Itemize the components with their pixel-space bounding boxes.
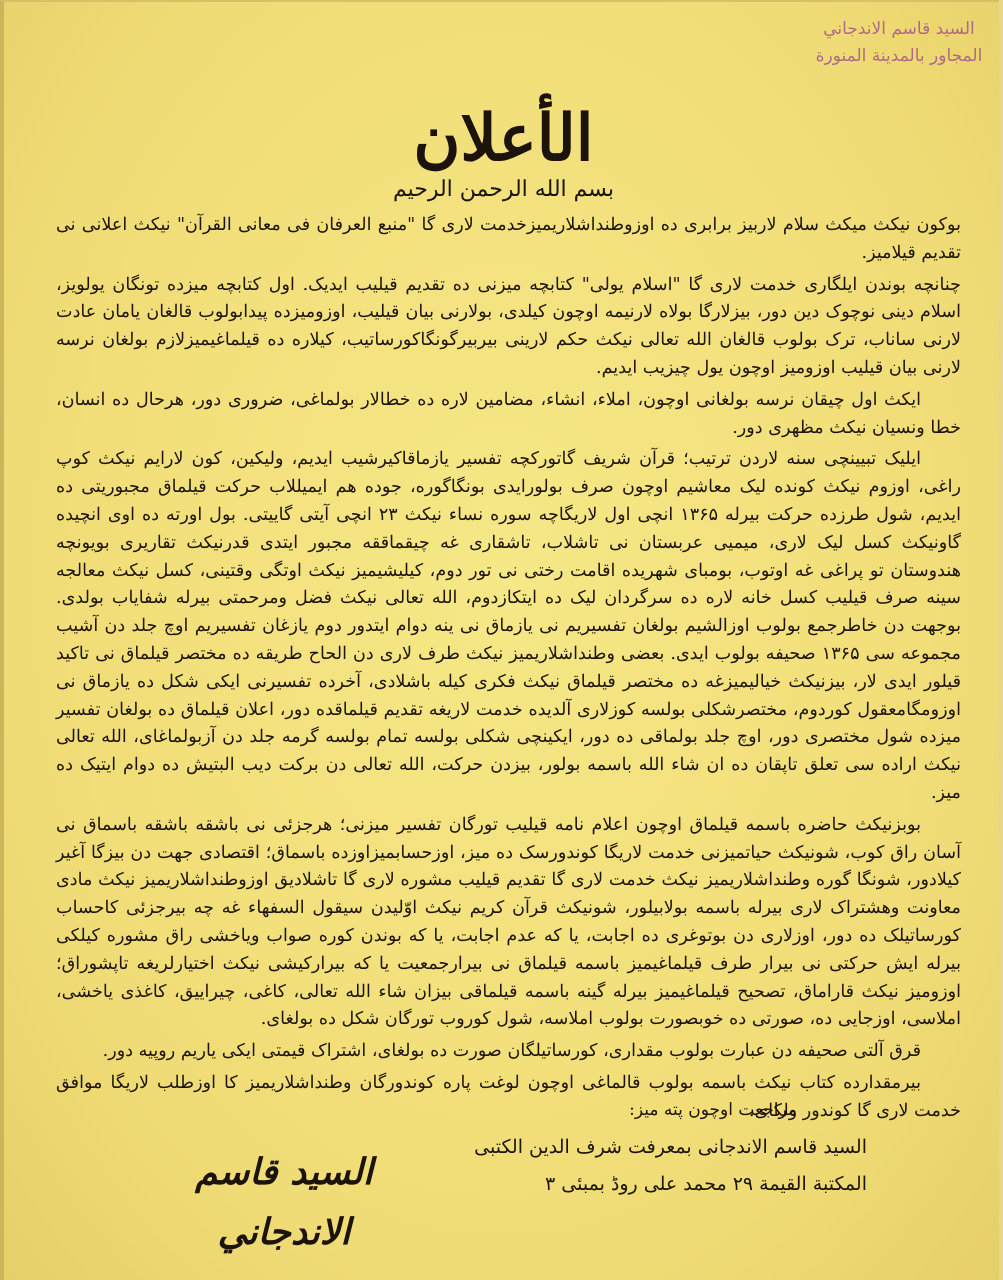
bismillah: بسم الله الرحمن الرحيم [392,177,615,202]
stamp-line-1: السيد قاسم الاندجاني [823,19,975,39]
paragraph-history: ایلیک تبیینچی سنه لاردن ترتیب؛ قرآن شریف گاتورکچه تفسیر یازماقاکیرشیب ایدیم، ولیکین، کون لارایم نیکث کوپ راغی، اوزوم نیکث کونده لیک معاشیم اوچون صرف بولورایدی بونگاگوره، جوده هم ایمیللاب حرکت قیلماق مجبوریتی ده ایدیم، شول طرزده حرکت بیرله ۱۳۶۵ انچی اول لاریگاچه سوره نساء نیکث ۲۳ انچی آیتی گاییتی. بول اورته ده اوی انچیده گاونیکث کسل لیک لاری، میمیی عربستان نی تاشلاب، تاشقاری غه چیقماققه مجبور ایتدی قدرنیکث تقاریری بویونچه هندوستان تو پراغی غه اوتوب، بومبای شهریده اقامت رختی نی تور دوم، کیلیشیمیز نیکث اوتگی وقتینی، کسل نیکث معالجه سینه صرف قیلیب کسل خانه لاره ده سرگردان لیک ده ایتکازدوم، الله تعالی نیکث فضل ومرحمتی بیرله شفایاب بولدی. بوجهت دن خاطرجمع بولوب اوزالشیم بولغان تفسیریم نی یازماق نی ینه دوام ایتدور دوم یازغان تفسیریم اوچ جلد دن آشیب مجموعه سی ۱۳۶۵ صحیفه بولوب ایدی. بعضی وطنداشلاریمیز نیکث طرف لاری دن الحاح طریقه ده مختصر قیلماق نی تاکید قیلور ایدی لار، بیزنیکث خیالیمیزغه ده مختصر قیلماق نیکث فکری کیله باشلادی، آخرده تفسیرنی ایکی شکل ده یازماق نی اوزومگامعقول کوردوم، مختصرشکلی بولسه کوزلاری آلدیده خدمت لاریغه تقدیم قیلماقده دور، اعلان قیلماق ده بولغان تفسیر میزده شول مختصری دور، اوچ جلد بولماقی ده دور، ایکینچی شکلی بولسه تمام بولسه گرمه جلد دن آزبولماغای، الله تعالی نیکث اراده سی تعلق تاپقان ده ان شاء الله باسمه بولور، بیزدن حرکت، الله تعالی دن برکت دیب البتیش ده دوام ایتیک ده میز. [56,449,961,803]
contact-label: مراجعت اوچون پته میز: [629,1100,797,1120]
paragraph-disclaimer: ایکث اول چیقان نرسه بولغانی اوچون، املاء، انشاء، مضامین لاره ده خطالار بولماغی، ضروری دور، هرحال ده انسان، خطا ونسیان نیکث مظهری دور. [56,389,961,438]
paragraph-closing: بیرمقدارده کتاب نیکث باسمه بولوب قالماغی اوچون لوغت پاره کوندورگان وطنداشلاریمیز کا اوزطلب لاریگا موافق خدمت لاری گا کوندور ولکای. [56,1072,961,1121]
owner-stamp [815,16,983,70]
paragraph-price: قرق آلتی صحیفه دن عبارت بولوب مقداری، کورساتیلگان صورت ده بولغای، اشتراک قیمتی ایکی یاریم روپیه دور. [102,1041,921,1062]
page-title: الأعلان [413,101,594,176]
paragraph-intro: بوکون نیکث میکث سلام لاربیز برابری ده اوزوطنداشلاریمیزخدمت لاری گا "منبع العرفان فی معانی القرآن" نیکث اعلانی نی تقدیم قیلامیز. [56,215,961,263]
address-line-1: السید قاسم الاندجانی بمعرفت شرف الدین الکتبی [474,1136,867,1158]
signature: السيد قاسم الاندجاني [195,1151,373,1253]
stamp-line-2: المجاور بالمدينة المنورة [815,46,983,66]
paragraph-background: چنانچه بوندن ایلگاری خدمت لاری گا "اسلام یولی" کتابچه میزنی ده تقدیم قیلیب ایدیک. اول کتابچه میزده تونگان یولویز، اسلام دینی نوچوک دین دور، بیزلارگا بولاه لارنیمه اوچون کیلدی، بولارنی بیان قیلیب، اوزومیزده پیدابولوب قالغان یامان عادت لارنی ساناب، ترک بولوب قالغان الله تعالی نیکث حکم لارینی بیربیرگونگاکورساتیب، کیلاره ده قیلماغیمیزلازم بولغان نرسه لارنی بیان قیلیب اوزومیز اوچون یول چیزیب ایدیم. [56,274,961,378]
paragraph-request: بوبزنیکث حاضره باسمه قیلماق اوچون اعلام نامه قیلیب تورگان تفسیر میزنی؛ هرجزئی نی باشقه باشقه باسماق نی آسان راق کوب، شونیکث حیاتمیزنی خدمت لاریگا کوندورسک ده میز، اوزحسابمیزاوزده باسماق؛ اقتصادی جهت دن بیزگا آغیر کیلادور، شونگا گوره وطنداشلاریمیز نیکث خدمت لاری گا تقدیم قیلیب مشوره لاری گا تاشلادیق اوزوطنداشلاریمیز نیکث مادی معاونت وهشتراک لاری بیرله باسمه بولابیلور، شونیکث قرآن کریم نیکث اوّلیدن سیقول السفهاء غه چه بیرجزئی کاحساب کورساتیلک ده دور، اوزلاری دن بوتوغری ده اجابت، یا که عدم اجابت، یا که بوندن کوره صواب ویاخشی راق مشوره کیلکی بیرله ایش حرکتی نی بیرار طرف قیلماغیمیز باسمه قیلماق نی بیرارجمعیت یا که بیرارکیشی نیکث اختیارلریغه تاپشوراق؛ اوزومیز نیکث قاراماق، تصحیح قیلماغیمیز بیرله گینه باسمه قیلماقی بیزان شاء الله تعالی، کاغی، چیراییق، کاغذی یاخشی، املاسی، اوزجایی ده، صورتی ده خوبصورت بولوب املاسه، شول کوروب تورگان شکل ده بولغای. [56,814,961,1030]
contact-address [427,1092,867,1203]
address-line-2: المکتبة القیمة ۲۹ محمد علی روڈ بمبئی ۳ [545,1173,867,1195]
